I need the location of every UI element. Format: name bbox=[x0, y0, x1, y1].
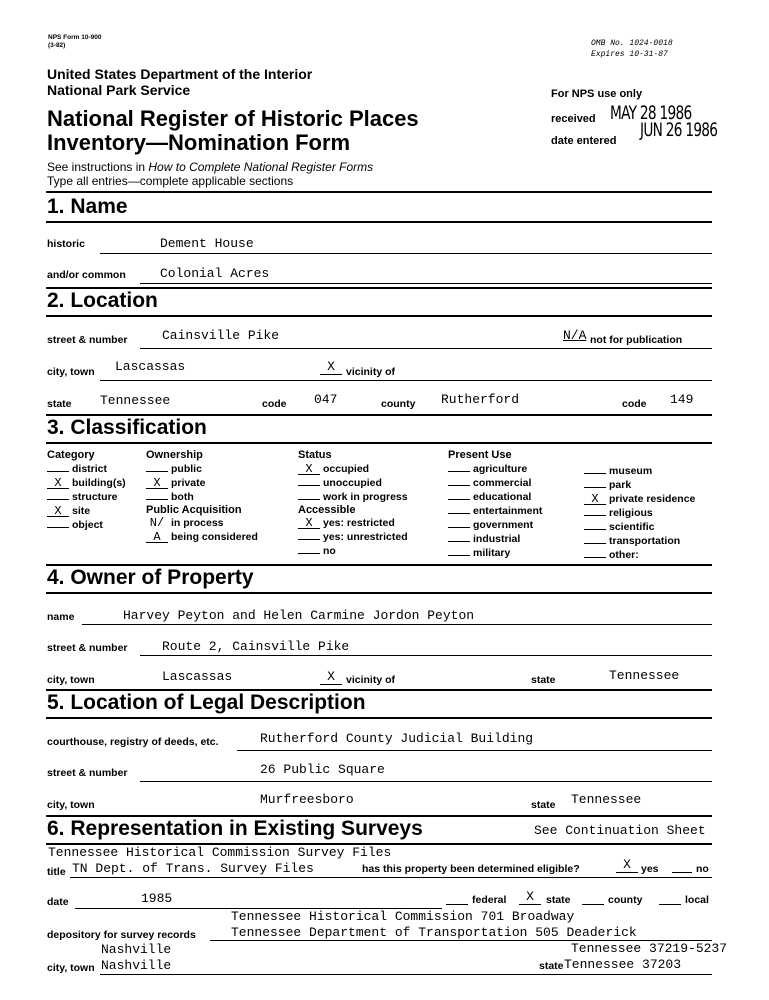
vicinity-checkbox[interactable]: X bbox=[320, 359, 342, 375]
historic-label: historic bbox=[47, 238, 85, 250]
use-private-residence[interactable]: X private residence bbox=[584, 492, 695, 506]
field-line bbox=[140, 348, 712, 349]
owner-city-value: Lascassas bbox=[162, 669, 233, 684]
present-use-col1 bbox=[448, 462, 542, 560]
legal-street-value: 26 Public Square bbox=[260, 762, 385, 777]
depository-line2: Tennessee Department of Transportation 505 Deaderick bbox=[231, 925, 637, 940]
field-line bbox=[100, 974, 712, 975]
courthouse-value: Rutherford County Judicial Building bbox=[260, 731, 534, 746]
city-town-label: city, town bbox=[47, 366, 95, 378]
section-3-heading: 3. Classification bbox=[47, 416, 207, 439]
accessible-heading: Accessible bbox=[298, 504, 356, 516]
field-line bbox=[140, 283, 712, 284]
state-value: Tennessee bbox=[100, 393, 171, 408]
acquisition-being-considered[interactable]: A being considered bbox=[146, 530, 258, 544]
ownership-options bbox=[146, 462, 258, 504]
present-use-group bbox=[448, 449, 542, 560]
received-stamp: MAY 28 1986 bbox=[610, 102, 692, 124]
legal-state-value: Tennessee bbox=[571, 792, 642, 807]
status-unoccupied[interactable]: unoccupied bbox=[298, 476, 408, 490]
present-use-heading: Present Use bbox=[448, 449, 512, 461]
county-code-label: code bbox=[622, 398, 647, 410]
category-buildings[interactable]: X building(s) bbox=[47, 476, 126, 490]
section-2-heading: 2. Location bbox=[47, 289, 158, 312]
use-commercial[interactable]: commercial bbox=[448, 476, 542, 490]
legal-state-label: state bbox=[531, 799, 556, 811]
owner-street-value: Route 2, Cainsville Pike bbox=[162, 639, 350, 654]
depository-city-1: Nashville bbox=[101, 942, 172, 957]
public-acquisition-options bbox=[146, 516, 258, 544]
use-government[interactable]: government bbox=[448, 518, 542, 532]
owner-state-value: Tennessee bbox=[609, 668, 680, 683]
accessible-no[interactable]: no bbox=[298, 544, 408, 558]
owner-vicinity-checkbox[interactable]: X bbox=[320, 669, 342, 685]
form-title-line1: National Register of Historic Places bbox=[47, 106, 419, 131]
survey-title-label: title bbox=[47, 866, 66, 878]
section-5-heading: 5. Location of Legal Description bbox=[47, 691, 366, 714]
field-line bbox=[100, 253, 712, 254]
section-divider bbox=[46, 191, 712, 193]
use-educational[interactable]: educational bbox=[448, 490, 542, 504]
category-object[interactable]: object bbox=[47, 518, 126, 532]
form-revision: (3-82) bbox=[48, 42, 66, 49]
use-military[interactable]: military bbox=[448, 546, 542, 560]
owner-city-label: city, town bbox=[47, 674, 95, 686]
category-group bbox=[47, 449, 126, 532]
category-heading: Category bbox=[47, 449, 95, 461]
eligible-no-label: no bbox=[696, 863, 709, 875]
field-line bbox=[237, 750, 712, 751]
eligible-yes-label: yes bbox=[641, 863, 659, 875]
public-acquisition-heading: Public Acquisition bbox=[146, 504, 242, 516]
category-district[interactable]: district bbox=[47, 462, 126, 476]
street-number-label: street & number bbox=[47, 334, 128, 346]
county-value: Rutherford bbox=[441, 392, 520, 407]
instructions-line2: Type all entries—complete applicable sections bbox=[47, 174, 294, 188]
ownership-both[interactable]: both bbox=[146, 490, 258, 504]
state-survey-label: state bbox=[546, 894, 571, 906]
continuation-sheet-note: See Continuation Sheet bbox=[534, 823, 706, 838]
federal-checkbox[interactable] bbox=[446, 904, 468, 905]
category-site[interactable]: X site bbox=[47, 504, 126, 518]
depository-city-2: Nashville bbox=[101, 958, 172, 973]
status-group bbox=[298, 449, 408, 558]
date-entered-label: date entered bbox=[551, 135, 617, 147]
eligible-yes-checkbox[interactable]: X bbox=[616, 857, 638, 873]
form-number: NPS Form 10-900 bbox=[48, 34, 102, 41]
accessible-options bbox=[298, 516, 408, 558]
status-options bbox=[298, 462, 408, 504]
depository-state-1: Tennessee 37219-5237 bbox=[571, 941, 728, 956]
vicinity-label: vicinity of bbox=[346, 366, 396, 378]
use-scientific[interactable]: scientific bbox=[584, 520, 695, 534]
present-use-col2 bbox=[584, 464, 695, 562]
use-entertainment[interactable]: entertainment bbox=[448, 504, 542, 518]
field-line bbox=[82, 624, 712, 625]
department-name: United States Department of the Interior bbox=[47, 66, 313, 82]
depository-line1: Tennessee Historical Commission 701 Broadway bbox=[231, 909, 575, 924]
field-line bbox=[140, 781, 712, 782]
omb-number: OMB No. 1024-0018 bbox=[591, 39, 673, 48]
use-industrial[interactable]: industrial bbox=[448, 532, 542, 546]
use-religious[interactable]: religious bbox=[584, 506, 695, 520]
city-value: Lascassas bbox=[115, 359, 186, 374]
local-survey-label: local bbox=[685, 894, 709, 906]
state-label: state bbox=[47, 398, 72, 410]
received-label: received bbox=[551, 113, 596, 125]
survey-date-label: date bbox=[47, 896, 69, 908]
federal-label: federal bbox=[472, 894, 507, 906]
accessible-yes-restricted[interactable]: X yes: restricted bbox=[298, 516, 408, 530]
use-transportation[interactable]: transportation bbox=[584, 534, 695, 548]
status-occupied[interactable]: X occupied bbox=[298, 462, 408, 476]
ownership-public[interactable]: public bbox=[146, 462, 258, 476]
section-4-heading: 4. Owner of Property bbox=[47, 566, 254, 589]
form-title-line2: Inventory—Nomination Form bbox=[47, 130, 351, 155]
local-survey-checkbox[interactable] bbox=[659, 904, 681, 905]
category-options bbox=[47, 462, 126, 532]
depository-state-label: state bbox=[539, 960, 564, 972]
courthouse-label: courthouse, registry of deeds, etc. bbox=[47, 736, 219, 748]
street-value: Cainsville Pike bbox=[162, 328, 280, 343]
legal-city-label: city, town bbox=[47, 799, 95, 811]
depository-city-label: city, town bbox=[47, 962, 95, 974]
use-museum[interactable]: museum bbox=[584, 464, 695, 478]
ownership-private[interactable]: X private bbox=[146, 476, 258, 490]
section-divider bbox=[46, 717, 712, 719]
instructions-line1: See instructions in How to Complete National Register Forms bbox=[47, 160, 374, 174]
survey-title-line1: Tennessee Historical Commission Survey Files bbox=[48, 845, 392, 860]
field-line bbox=[140, 655, 712, 656]
eligible-no-checkbox[interactable] bbox=[672, 872, 692, 873]
section-divider bbox=[46, 315, 712, 317]
county-survey-checkbox[interactable] bbox=[582, 904, 604, 905]
owner-street-label: street & number bbox=[47, 642, 128, 654]
not-for-publication-label: not for publication bbox=[590, 334, 683, 346]
status-heading: Status bbox=[298, 449, 332, 461]
state-survey-checkbox[interactable]: X bbox=[519, 889, 541, 905]
common-name-label: and/or common bbox=[47, 269, 126, 281]
common-name-value: Colonial Acres bbox=[160, 266, 270, 281]
owner-state-label: state bbox=[531, 674, 556, 686]
owner-name-value: Harvey Peyton and Helen Carmine Jordon Peyton bbox=[123, 608, 475, 623]
county-label: county bbox=[381, 398, 416, 410]
depository-state-2: Tennessee 37203 bbox=[564, 957, 682, 972]
depository-label: depository for survey records bbox=[47, 929, 196, 941]
accessible-yes-unrestricted[interactable]: yes: unrestricted bbox=[298, 530, 408, 544]
date-entered-stamp: JUN 26 1986 bbox=[640, 119, 718, 141]
survey-title-line2: TN Dept. of Trans. Survey Files bbox=[72, 861, 314, 876]
county-survey-label: county bbox=[608, 894, 643, 906]
use-park[interactable]: park bbox=[584, 478, 695, 492]
use-other[interactable]: other: bbox=[584, 548, 695, 562]
section-divider bbox=[46, 592, 712, 594]
field-line bbox=[70, 877, 712, 878]
service-name: National Park Service bbox=[47, 82, 191, 98]
legal-city-value: Murfreesboro bbox=[260, 792, 354, 807]
section-divider bbox=[46, 221, 712, 223]
legal-street-label: street & number bbox=[47, 767, 128, 779]
field-line bbox=[100, 380, 712, 381]
category-structure[interactable]: structure bbox=[47, 490, 126, 504]
nps-use-only-label: For NPS use only bbox=[551, 88, 643, 100]
not-for-publication-mark: N/A bbox=[563, 328, 587, 343]
ownership-heading: Ownership bbox=[146, 449, 203, 461]
acquisition-in-process[interactable]: N/ in process bbox=[149, 516, 224, 530]
survey-date-value: 1985 bbox=[141, 891, 173, 906]
section-6-heading: 6. Representation in Existing Surveys bbox=[47, 817, 423, 840]
expiration-date: Expires 10-31-87 bbox=[591, 50, 668, 59]
county-code-value: 149 bbox=[670, 392, 694, 407]
owner-vicinity-label: vicinity of bbox=[346, 674, 396, 686]
code-label: code bbox=[262, 398, 287, 410]
owner-name-label: name bbox=[47, 611, 75, 623]
code-value: 047 bbox=[314, 392, 338, 407]
section-1-heading: 1. Name bbox=[47, 195, 128, 218]
ownership-group bbox=[146, 449, 258, 544]
eligibility-question: has this property been determined eligible? bbox=[362, 863, 580, 875]
historic-name-value: Dement House bbox=[160, 236, 254, 251]
use-agriculture[interactable]: agriculture bbox=[448, 462, 542, 476]
section-divider bbox=[46, 442, 712, 444]
status-work-in-progress[interactable]: work in progress bbox=[298, 490, 408, 504]
